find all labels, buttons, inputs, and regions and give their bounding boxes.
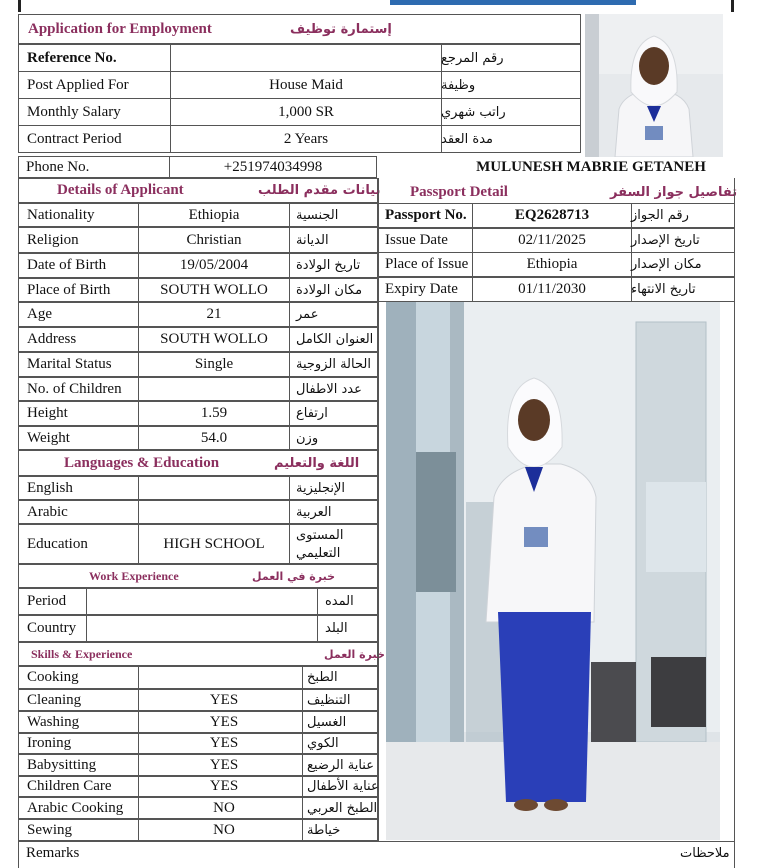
passport-label: Expiry Date [385,281,458,297]
passport-label: Issue Date [385,232,448,248]
header-strip [390,0,636,5]
edu-value: HIGH SCHOOL [163,535,265,552]
skills-heading-en: Skills & Experience [31,647,133,661]
remarks-label-ar: ملاحظات [680,845,730,861]
work-value [86,615,318,642]
passport-ar: تاريخ الإصدار [631,233,700,248]
lang-label: Arabic [27,503,68,520]
detail-label: Age [27,306,52,322]
detail-ar: الجنسية [296,207,339,223]
detail-ar: تاريخ الولادة [296,258,361,273]
top-edge [0,0,763,14]
passport-value: Ethiopia [526,256,578,272]
detail-value [138,377,290,401]
top-row-ar: رقم المرجع [441,50,504,66]
skill-value: YES [209,735,239,751]
work-heading-en: Work Experience [89,569,179,583]
top-row-ar: مدة العقد [441,131,493,147]
skill-label: Children Care [27,778,112,794]
skill-label: Washing [27,713,80,730]
detail-label: Place of Birth [27,281,111,298]
skill-ar: الغسيل [307,714,347,730]
detail-ar: الديانة [296,232,329,248]
lang-value [138,500,290,524]
skill-value: YES [209,691,239,708]
detail-value: Christian [186,231,242,248]
remarks-cell [18,841,735,868]
passport-label: Passport No. [385,207,467,223]
edu-ar-line2: التعليمي [296,545,341,561]
skill-label: Cooking [27,669,79,685]
work-ar: البلد [325,621,348,636]
detail-ar: عمر [296,307,319,322]
top-row-label: Reference No. [27,49,117,66]
skill-ar: التنظيف [307,692,351,708]
applicant-portrait [585,14,723,157]
top-row-label: Post Applied For [27,76,129,93]
skill-label: Ironing [27,735,72,751]
detail-ar: الحالة الزوجية [296,357,371,372]
passport-ar: تاريخ الانتهاء [631,282,696,297]
passport-heading-ar: تفاصيل جواز السفر [610,184,738,200]
detail-label: Weight [27,429,70,446]
passport-ar: رقم الجواز [631,208,689,223]
top-row-value: House Maid [269,76,343,93]
skill-ar: خياطة [307,822,341,838]
lang-label: English [27,479,73,496]
passport-label: Place of Issue [385,256,469,272]
details-heading-ar: بيانات مقدم الطلب [258,183,381,198]
skill-value: YES [209,778,239,794]
passport-value: EQ2628713 [514,207,590,223]
skill-value [138,666,310,689]
remarks-label-en: Remarks [26,844,80,861]
skill-value: YES [209,713,239,730]
detail-value: 1.59 [200,405,228,421]
work-value [86,588,318,615]
skills-heading-ar: خبرة العمل [324,647,385,661]
detail-ar: مكان الولادة [296,282,363,298]
lang-value [138,476,290,500]
detail-label: Address [27,331,77,347]
detail-value: SOUTH WOLLO [160,331,268,347]
top-row-value: 2 Years [283,130,329,147]
skill-ar: الكوي [307,736,339,751]
skill-value: NO [213,799,235,816]
skill-ar: الطبخ العربي [307,800,378,816]
skill-label: Arabic Cooking [27,799,124,816]
detail-value: Single [194,356,234,372]
work-ar: المده [325,594,354,609]
skill-ar: الطبخ [307,670,338,685]
detail-value: 54.0 [200,429,228,446]
passport-value: 02/11/2025 [518,232,586,248]
edge-right [731,0,734,12]
detail-ar: العنوان الكامل [296,332,374,347]
top-row-value: 1,000 SR [278,103,334,120]
top-row-ar: راتب شهري [441,104,506,120]
edu-ar-line1: المستوى [296,527,344,543]
detail-ar: عدد الاطفال [296,381,362,397]
passport-block-frame [378,178,738,842]
details-heading-en: Details of Applicant [57,182,184,198]
work-heading-ar: خبرة في العمل [252,569,336,583]
title-en: Application for Employment [28,20,212,37]
title-ar: إستمارة توظيف [290,21,392,37]
applicant-name: MULUNESH MABRIE GETANEH [476,158,706,175]
detail-value: Ethiopia [188,206,240,223]
passport-heading-en: Passport Detail [410,183,508,200]
detail-value: SOUTH WOLLO [160,281,268,298]
edge-left [18,0,21,12]
detail-label: Nationality [27,206,95,223]
top-row-label: Contract Period [27,130,122,147]
detail-label: Height [27,405,68,421]
detail-label: Marital Status [27,356,112,372]
detail-ar: وزن [296,430,319,446]
detail-label: Religion [27,231,79,248]
lang-heading-ar: اللغة والتعليم [274,455,360,471]
skill-value: YES [209,756,239,773]
skill-label: Babysitting [27,756,97,773]
work-label: Period [27,593,67,609]
top-row-ar: وظيفة [441,77,476,93]
lang-ar: الإنجليزية [296,480,346,496]
skill-label: Cleaning [27,691,82,708]
edu-label: Education [27,535,88,552]
phone-label: Phone No. [26,158,90,175]
lang-ar: العربية [296,504,332,520]
detail-value: 21 [206,306,222,322]
top-row-label: Monthly Salary [27,103,121,120]
detail-label: Date of Birth [27,257,107,273]
detail-value: 19/05/2004 [179,257,249,273]
skill-ar: عناية الأطفال [307,779,379,794]
skill-value: NO [213,821,235,838]
skill-label: Sewing [27,821,72,838]
lang-heading-en: Languages & Education [64,454,220,471]
detail-label: No. of Children [27,380,122,397]
skill-ar: عناية الرضيع [307,757,374,773]
work-label: Country [27,620,77,636]
phone-value: +251974034998 [223,158,323,175]
detail-ar: ارتفاع [296,406,328,421]
top-row-value [170,44,442,72]
passport-ar: مكان الإصدار [631,257,702,272]
passport-value: 01/11/2030 [518,281,586,297]
